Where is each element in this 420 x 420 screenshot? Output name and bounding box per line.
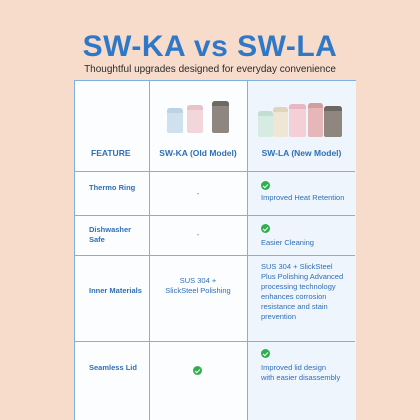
- column-divider: [149, 81, 150, 420]
- bottle-pink: [289, 104, 306, 137]
- new-value-inner-materials: SUS 304 + SlickSteel Plus Polishing Advanced processing technology enhances corrosion resistance and stain prevention: [261, 262, 344, 321]
- check-icon: [261, 181, 270, 190]
- new-value-dishwasher-safe: Easier Cleaning: [261, 238, 314, 247]
- check-icon: [261, 224, 270, 233]
- old-value-inner-materials: SUS 304 + SlickSteel Polishing: [165, 276, 231, 295]
- feature-column-header: FEATURE: [91, 148, 131, 158]
- old-model-column-header: SW-KA (Old Model): [159, 148, 237, 158]
- page-title: SW-KA vs SW-LA: [82, 30, 338, 63]
- bottle-light-blue: [167, 108, 183, 133]
- new-model-product-image: [258, 97, 346, 137]
- row-divider: [75, 255, 355, 256]
- column-divider: [247, 81, 248, 420]
- row-divider: [75, 215, 355, 216]
- bottle-taupe: [324, 106, 342, 137]
- row-divider: [75, 171, 355, 172]
- old-model-product-image: [165, 97, 235, 133]
- new-value-seamless-lid: Improved lid design with easier disassembly: [261, 363, 341, 382]
- feature-label-thermo-ring: Thermo Ring: [89, 183, 136, 192]
- check-icon: [261, 349, 270, 358]
- old-value-thermo-ring: -: [196, 189, 200, 198]
- bottle-mint: [258, 111, 273, 137]
- bottle-gray: [212, 101, 229, 133]
- page-subtitle: Thoughtful upgrades designed for everyday convenience: [84, 64, 336, 75]
- feature-label-dishwasher-safe: Dishwasher Safe: [89, 225, 132, 244]
- row-divider: [75, 341, 355, 342]
- feature-label-inner-materials: Inner Materials: [89, 286, 142, 295]
- old-value-dishwasher-safe: -: [196, 230, 200, 239]
- check-icon: [193, 366, 202, 375]
- bottle-cream: [273, 107, 288, 137]
- new-value-thermo-ring: Improved Heat Retention: [261, 193, 345, 202]
- bottle-pink: [187, 105, 203, 133]
- feature-label-seamless-lid: Seamless Lid: [89, 363, 137, 372]
- bottle-rose: [308, 103, 323, 137]
- new-model-column-header: SW-LA (New Model): [261, 148, 342, 158]
- comparison-table: [74, 80, 356, 420]
